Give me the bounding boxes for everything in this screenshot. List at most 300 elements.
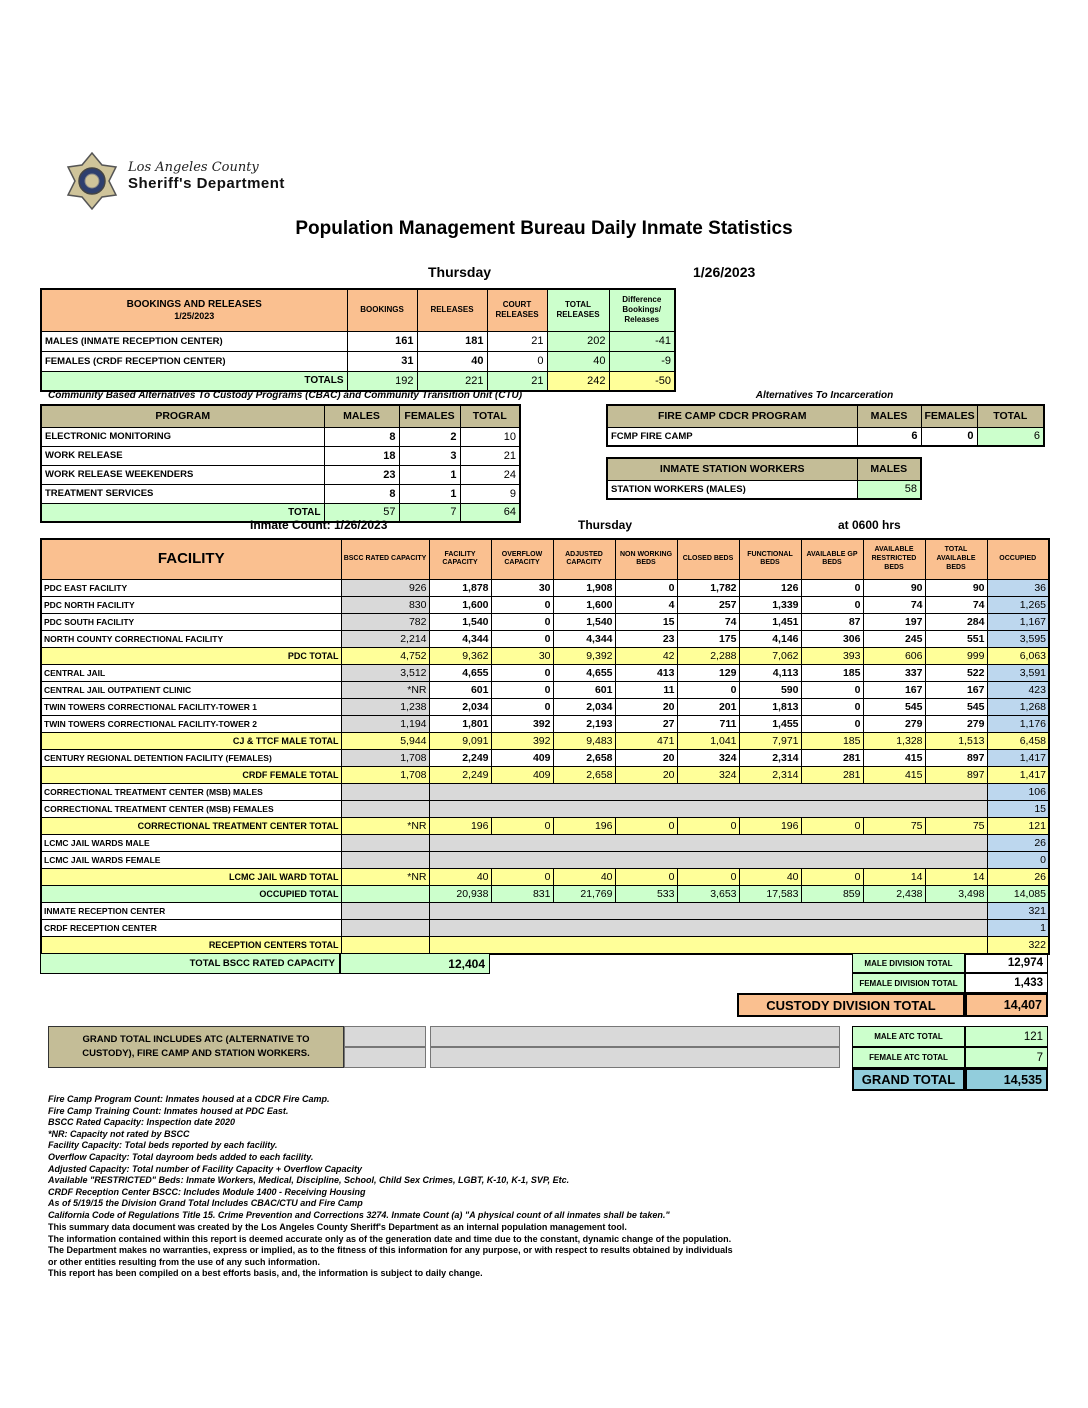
cell: 423 — [987, 681, 1049, 698]
cell: 279 — [925, 715, 987, 732]
cell: 30 — [491, 579, 553, 596]
bookings-table — [40, 288, 676, 392]
table-row — [41, 664, 1049, 681]
cell: 2,249 — [429, 766, 491, 783]
cell: 2,314 — [739, 749, 801, 766]
cell: TREATMENT SERVICES — [41, 484, 324, 503]
sheriff-star-icon — [62, 152, 122, 210]
cell: 0 — [677, 817, 739, 834]
cell: 0 — [801, 579, 863, 596]
disclaimer — [48, 1222, 733, 1280]
cell: 0 — [801, 817, 863, 834]
cell: 40 — [739, 868, 801, 885]
cell: 1,708 — [341, 749, 429, 766]
cell: 10 — [460, 427, 520, 446]
cell: 415 — [863, 766, 925, 783]
facility-label: TWIN TOWERS CORRECTIONAL FACILITY-TOWER 1 — [41, 698, 341, 715]
table-row — [41, 749, 1049, 766]
cell: 1,328 — [863, 732, 925, 749]
female-atc-row — [852, 1047, 1048, 1068]
agency-county: Los Angeles County — [128, 160, 259, 175]
custody-division-label: CUSTODY DIVISION TOTAL — [766, 997, 936, 1013]
cell: 2,438 — [863, 885, 925, 902]
table-row — [41, 427, 520, 446]
facility-header-row — [41, 539, 1049, 579]
cell: 522 — [925, 664, 987, 681]
cell: 221 — [417, 371, 487, 391]
cell: 284 — [925, 613, 987, 630]
cell — [429, 851, 987, 868]
cell: 9,362 — [429, 647, 491, 664]
cell: -50 — [609, 371, 675, 391]
col-court-releases: COURT RELEASES — [487, 289, 547, 331]
facility-label: PDC NORTH FACILITY — [41, 596, 341, 613]
cell: 9 — [460, 484, 520, 503]
agency-department: Sheriff's Department — [128, 175, 285, 192]
cell: 0 — [491, 698, 553, 715]
bookings-header-line1: BOOKINGS AND RELEASES — [126, 298, 262, 310]
cell: 1,801 — [429, 715, 491, 732]
cell: 281 — [801, 749, 863, 766]
col-available-gp-beds: AVAILABLE GP BEDS — [801, 539, 863, 579]
fire-header-row — [607, 405, 1044, 427]
col-males: MALES — [857, 458, 921, 480]
cell: 1,813 — [739, 698, 801, 715]
cell: 1,600 — [553, 596, 615, 613]
cell: 0 — [491, 868, 553, 885]
cell: 2,288 — [677, 647, 739, 664]
cell: 471 — [615, 732, 677, 749]
male-division-label: MALE DIVISION TOTAL — [864, 958, 953, 968]
station-header-row — [607, 458, 921, 480]
cell: 409 — [491, 749, 553, 766]
cell: 90 — [863, 579, 925, 596]
cell — [341, 919, 429, 936]
col-males: MALES — [324, 405, 399, 427]
female-division-value: 1,433 — [1014, 977, 1043, 989]
cell: -41 — [609, 331, 675, 351]
table-row — [41, 446, 520, 465]
cell: 1,540 — [553, 613, 615, 630]
cell: 0 — [801, 698, 863, 715]
table-row — [41, 834, 1049, 851]
cell: FEMALES (CRDF RECEPTION CENTER) — [41, 351, 347, 371]
cell: 1 — [987, 919, 1049, 936]
table-row — [41, 613, 1049, 630]
col-program: PROGRAM — [41, 405, 324, 427]
cell: 1,339 — [739, 596, 801, 613]
facility-label: OCCUPIED TOTAL — [41, 885, 341, 902]
cell: 551 — [925, 630, 987, 647]
alternatives-title: Alternatives To Incarceration — [755, 390, 894, 401]
cell: 15 — [987, 800, 1049, 817]
table-row — [41, 766, 1049, 783]
gray-cell — [430, 1047, 840, 1068]
cell: 6 — [857, 427, 921, 446]
cell: 3,512 — [341, 664, 429, 681]
col-total: TOTAL — [460, 405, 520, 427]
male-division-row — [852, 953, 1048, 973]
col-total: TOTAL — [977, 405, 1044, 427]
table-row — [41, 331, 675, 351]
cell: 106 — [987, 783, 1049, 800]
col-females: FEMALES — [921, 405, 977, 427]
cell: 20 — [615, 749, 677, 766]
cell: 1,878 — [429, 579, 491, 596]
col-difference: Difference Bookings/ Releases — [609, 289, 675, 331]
cell: 0 — [677, 868, 739, 885]
cell: 196 — [429, 817, 491, 834]
cell: 90 — [925, 579, 987, 596]
cell: 3 — [399, 446, 460, 465]
cell: 4,655 — [553, 664, 615, 681]
cell: 711 — [677, 715, 739, 732]
cell: 14 — [863, 868, 925, 885]
col-females: FEMALES — [399, 405, 460, 427]
cell: 15 — [615, 613, 677, 630]
cell: 0 — [615, 579, 677, 596]
cell: 0 — [801, 681, 863, 698]
cell: 4,752 — [341, 647, 429, 664]
cell: 9,483 — [553, 732, 615, 749]
cell: 0 — [921, 427, 977, 446]
cell: 897 — [925, 749, 987, 766]
cell: 242 — [547, 371, 609, 391]
cell: -9 — [609, 351, 675, 371]
footnotes — [48, 1094, 670, 1222]
cell: 2,034 — [429, 698, 491, 715]
cell: 23 — [324, 465, 399, 484]
cell: 192 — [347, 371, 417, 391]
facility-label: LCMC JAIL WARDS MALE — [41, 834, 341, 851]
cell: 202 — [547, 331, 609, 351]
facility-label: LCMC JAIL WARD TOTAL — [41, 868, 341, 885]
cell: 14 — [925, 868, 987, 885]
cell: 4,113 — [739, 664, 801, 681]
cell: 0 — [491, 681, 553, 698]
female-division-label: FEMALE DIVISION TOTAL — [859, 978, 958, 988]
gray-cell — [430, 1026, 840, 1047]
cell: 413 — [615, 664, 677, 681]
col-males: MALES — [857, 405, 921, 427]
cell: 5,944 — [341, 732, 429, 749]
cell: 4,146 — [739, 630, 801, 647]
cell: 20,938 — [429, 885, 491, 902]
table-row — [41, 715, 1049, 732]
cell: 2,214 — [341, 630, 429, 647]
page-title: Population Management Bureau Daily Inmate Statistics — [295, 218, 793, 239]
grand-total-note: GRAND TOTAL INCLUDES ATC (ALTERNATIVE TO CUSTODY), FIRE CAMP AND STATION WORKERS. — [48, 1026, 344, 1068]
male-division-value: 12,974 — [1007, 957, 1043, 969]
cell: 3,498 — [925, 885, 987, 902]
cell: 393 — [801, 647, 863, 664]
table-row — [41, 885, 1049, 902]
cell: 392 — [491, 732, 553, 749]
col-bscc-rated-capacity: BSCC RATED CAPACITY — [341, 539, 429, 579]
cell: 24 — [460, 465, 520, 484]
cell: 324 — [677, 766, 739, 783]
table-row — [41, 596, 1049, 613]
facility-label: CRDF FEMALE TOTAL — [41, 766, 341, 783]
col-station-workers: INMATE STATION WORKERS — [607, 458, 857, 480]
facility-table — [40, 538, 1050, 955]
fire-camp-table — [606, 404, 1045, 447]
cell: MALES (INMATE RECEPTION CENTER) — [41, 331, 347, 351]
facility-label: PDC TOTAL — [41, 647, 341, 664]
cell: WORK RELEASE WEEKENDERS — [41, 465, 324, 484]
female-atc-value: 7 — [1036, 1051, 1043, 1064]
col-facility: FACILITY — [41, 539, 341, 579]
cell: *NR — [341, 868, 429, 885]
gray-cell — [344, 1047, 426, 1068]
cell: 3,653 — [677, 885, 739, 902]
cell: 9,392 — [553, 647, 615, 664]
cell: 75 — [863, 817, 925, 834]
cell: 20 — [615, 766, 677, 783]
cell: *NR — [341, 817, 429, 834]
facility-label: CORRECTIONAL TREATMENT CENTER (MSB) FEMALES — [41, 800, 341, 817]
grand-total-value: 14,535 — [1003, 1072, 1042, 1087]
table-row — [41, 698, 1049, 715]
cell: 8 — [324, 484, 399, 503]
total-bscc-row — [40, 953, 490, 974]
footnote-line: Fire Camp Program Count: Inmates housed at a CDCR Fire Camp. — [48, 1094, 330, 1104]
col-occupied: OCCUPIED — [987, 539, 1049, 579]
cbac-table — [40, 404, 521, 523]
cell: 27 — [615, 715, 677, 732]
female-division-row — [852, 973, 1048, 993]
cell: 0 — [677, 681, 739, 698]
cell: 11 — [615, 681, 677, 698]
cell: 57 — [324, 503, 399, 522]
facility-label: CORRECTIONAL TREATMENT CENTER (MSB) MALES — [41, 783, 341, 800]
cell: 245 — [863, 630, 925, 647]
cell: 6,458 — [987, 732, 1049, 749]
cell: 2,249 — [429, 749, 491, 766]
cell: 36 — [987, 579, 1049, 596]
cell: 392 — [491, 715, 553, 732]
facility-label: INMATE RECEPTION CENTER — [41, 902, 341, 919]
cell: 197 — [863, 613, 925, 630]
cell: 1,238 — [341, 698, 429, 715]
cell: 31 — [347, 351, 417, 371]
table-row — [41, 630, 1049, 647]
female-atc-label: FEMALE ATC TOTAL — [869, 1053, 948, 1062]
cell: 999 — [925, 647, 987, 664]
cell: 40 — [553, 868, 615, 885]
cell: 4 — [615, 596, 677, 613]
cell: 0 — [615, 817, 677, 834]
cell: 257 — [677, 596, 739, 613]
custody-division-value: 14,407 — [1003, 998, 1042, 1012]
cell: 21 — [487, 371, 547, 391]
cell: 782 — [341, 613, 429, 630]
table-row — [41, 817, 1049, 834]
cell: TOTALS — [41, 371, 347, 391]
table-row — [41, 681, 1049, 698]
footnote-line: *NR: Capacity not rated by BSCC — [48, 1128, 190, 1139]
cell: 1,194 — [341, 715, 429, 732]
table-row — [41, 647, 1049, 664]
col-total-available-beds: TOTAL AVAILABLE BEDS — [925, 539, 987, 579]
cell: 6,063 — [987, 647, 1049, 664]
cell: 1,417 — [987, 766, 1049, 783]
cell: 1,513 — [925, 732, 987, 749]
cell: 409 — [491, 766, 553, 783]
cell: 1,417 — [987, 749, 1049, 766]
cell: 0 — [801, 868, 863, 885]
table-row — [41, 371, 675, 391]
table-row — [41, 851, 1049, 868]
cell: 0 — [801, 715, 863, 732]
cell — [341, 783, 429, 800]
col-releases: RELEASES — [417, 289, 487, 331]
cell: 281 — [801, 766, 863, 783]
cell: 831 — [491, 885, 553, 902]
cell: 26 — [987, 834, 1049, 851]
cell: 196 — [553, 817, 615, 834]
facility-label: CENTRAL JAIL OUTPATIENT CLINIC — [41, 681, 341, 698]
total-bscc-label: TOTAL BSCC RATED CAPACITY — [189, 958, 335, 969]
cell: 126 — [739, 579, 801, 596]
cell: 1,268 — [987, 698, 1049, 715]
cell: 8 — [324, 427, 399, 446]
cell: 0 — [801, 596, 863, 613]
col-adjusted-capacity: ADJUSTED CAPACITY — [553, 539, 615, 579]
custody-division-row — [737, 993, 1048, 1017]
cell: 7,971 — [739, 732, 801, 749]
cell: 2,658 — [553, 749, 615, 766]
cell: 279 — [863, 715, 925, 732]
cell: 1,908 — [553, 579, 615, 596]
cell: 1 — [399, 484, 460, 503]
cell: 58 — [857, 480, 921, 499]
col-functional-beds: FUNCTIONAL BEDS — [739, 539, 801, 579]
cell: TOTAL — [41, 503, 324, 522]
cell: 167 — [863, 681, 925, 698]
cell: 1,265 — [987, 596, 1049, 613]
table-row — [41, 783, 1049, 800]
bookings-header-line2: 1/25/2023 — [174, 310, 215, 321]
cell: 1,451 — [739, 613, 801, 630]
table-row — [41, 868, 1049, 885]
cell — [429, 800, 987, 817]
cell: 0 — [491, 630, 553, 647]
cell: 87 — [801, 613, 863, 630]
cell: 0 — [491, 664, 553, 681]
cell: 9,091 — [429, 732, 491, 749]
cell: 545 — [925, 698, 987, 715]
cell — [341, 902, 429, 919]
disclaimer-line: or other entities resulting from the use of any such information. — [48, 1256, 321, 1267]
cell: 1,540 — [429, 613, 491, 630]
cell: 0 — [491, 817, 553, 834]
cell: 321 — [987, 902, 1049, 919]
footnote-line: CRDF Reception Center BSCC: Includes Module 1400 - Receiving Housing — [48, 1186, 366, 1197]
male-atc-label: MALE ATC TOTAL — [874, 1032, 943, 1041]
cell: 74 — [677, 613, 739, 630]
cell: 2,193 — [553, 715, 615, 732]
cell — [341, 851, 429, 868]
cell: 14,085 — [987, 885, 1049, 902]
cell: 18 — [324, 446, 399, 465]
cell: 606 — [863, 647, 925, 664]
facility-label: LCMC JAIL WARDS FEMALE — [41, 851, 341, 868]
facility-label: TWIN TOWERS CORRECTIONAL FACILITY-TOWER 2 — [41, 715, 341, 732]
cell: 601 — [429, 681, 491, 698]
cell: 324 — [677, 749, 739, 766]
table-row — [41, 902, 1049, 919]
cell — [341, 834, 429, 851]
facility-label: PDC SOUTH FACILITY — [41, 613, 341, 630]
grand-total-label: GRAND TOTAL — [861, 1072, 956, 1087]
cell: FCMP FIRE CAMP — [607, 427, 857, 446]
facility-label: CENTRAL JAIL — [41, 664, 341, 681]
cell: 3,591 — [987, 664, 1049, 681]
cbac-header-row — [41, 405, 520, 427]
footnote-line: Facility Capacity: Total beds reported by each facility. — [48, 1140, 278, 1151]
cell: 590 — [739, 681, 801, 698]
cell: 2 — [399, 427, 460, 446]
cell: 2,658 — [553, 766, 615, 783]
col-available-restricted-beds: AVAILABLE RESTRICTED BEDS — [863, 539, 925, 579]
grand-total-row — [852, 1068, 1048, 1091]
cell: 0 — [615, 868, 677, 885]
table-row — [607, 480, 921, 499]
cell: 926 — [341, 579, 429, 596]
cell: 21,769 — [553, 885, 615, 902]
cell: 1,167 — [987, 613, 1049, 630]
col-non-working-beds: NON WORKING BEDS — [615, 539, 677, 579]
table-row — [41, 936, 1049, 954]
disclaimer-line: This summary data document was created by the Los Angeles County Sheriff's Department as an internal population management tool. — [48, 1222, 627, 1232]
facility-label: CORRECTIONAL TREATMENT CENTER TOTAL — [41, 817, 341, 834]
cell — [341, 800, 429, 817]
facility-label: CJ & TTCF MALE TOTAL — [41, 732, 341, 749]
cell — [341, 936, 429, 954]
table-row — [41, 732, 1049, 749]
cell: 859 — [801, 885, 863, 902]
cell: 42 — [615, 647, 677, 664]
cell: 30 — [491, 647, 553, 664]
cell: 1,708 — [341, 766, 429, 783]
footnote-line: California Code of Regulations Title 15. Crime Prevention and Corrections 3274. Inmate Count (a) "A physical count of all inmates shall be taken." — [48, 1209, 670, 1220]
facility-label: NORTH COUNTY CORRECTIONAL FACILITY — [41, 630, 341, 647]
cell: 7,062 — [739, 647, 801, 664]
cell: 4,344 — [429, 630, 491, 647]
cell: 2,034 — [553, 698, 615, 715]
cell: 0 — [487, 351, 547, 371]
cbac-title: Community Based Alternatives To Custody Programs (CBAC) and Community Transition Unit (CTU) — [48, 390, 523, 401]
cell: 0 — [491, 613, 553, 630]
station-workers-table — [606, 457, 922, 500]
col-fire-program: FIRE CAMP CDCR PROGRAM — [607, 405, 857, 427]
disclaimer-line: The information contained within this report is deemed accurate only as of the generation date and time due to the constant, dynamic change of the population. — [48, 1233, 732, 1244]
cell: 1 — [399, 465, 460, 484]
cell: 4,344 — [553, 630, 615, 647]
col-total-releases: TOTAL RELEASES — [547, 289, 609, 331]
male-atc-row — [852, 1026, 1048, 1047]
cell: 161 — [347, 331, 417, 351]
cell: 1,041 — [677, 732, 739, 749]
cell: 17,583 — [739, 885, 801, 902]
col-overflow-capacity: OVERFLOW CAPACITY — [491, 539, 553, 579]
cell: 40 — [417, 351, 487, 371]
cell: 40 — [547, 351, 609, 371]
cell: 175 — [677, 630, 739, 647]
cell — [429, 902, 987, 919]
cell: 545 — [863, 698, 925, 715]
